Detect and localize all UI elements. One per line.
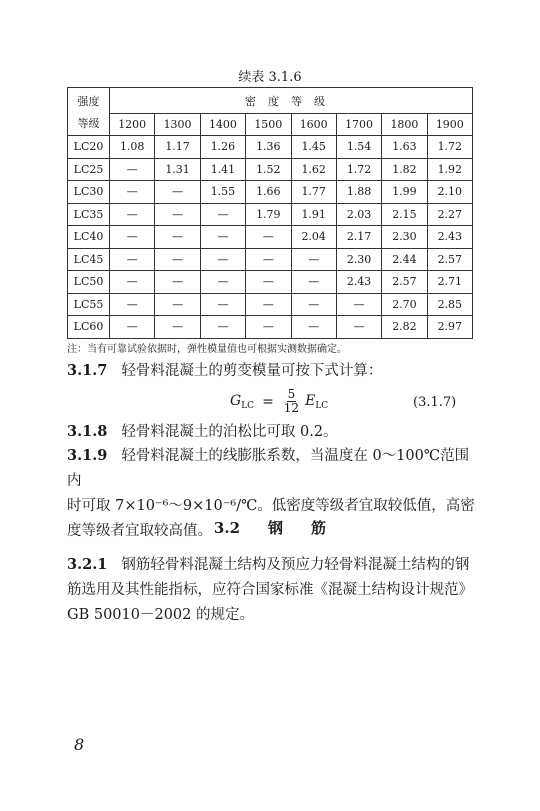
table-row xyxy=(68,136,473,159)
strength-grade-cell: LC35 xyxy=(68,203,110,226)
table-row xyxy=(68,271,473,294)
table-note: 注：当有可靠试验依据时，弹性模量值也可根据实测数据确定。 xyxy=(67,344,347,355)
density-level-header: 1700 xyxy=(336,114,381,136)
modulus-value-cell: — xyxy=(110,226,155,249)
modulus-value-cell: 1.88 xyxy=(336,181,381,204)
clause-text-line1: 轻骨料混凝土的线膨胀系数，当温度在 0～100℃范围内 xyxy=(67,448,470,489)
modulus-value-cell: 2.27 xyxy=(427,203,472,226)
modulus-value-cell: 2.04 xyxy=(291,226,336,249)
table-row xyxy=(68,248,473,271)
modulus-value-cell: 2.85 xyxy=(427,293,472,316)
clause-number: 3.1.9 xyxy=(67,447,108,464)
density-level-header: 1400 xyxy=(200,114,245,136)
formula-lhs: $G_{LC}$ xyxy=(230,392,255,411)
modulus-value-cell: — xyxy=(155,271,200,294)
modulus-value-cell: 1.72 xyxy=(336,158,381,181)
shear-modulus-formula xyxy=(230,388,328,415)
modulus-value-cell: — xyxy=(246,293,291,316)
modulus-value-cell: 2.03 xyxy=(336,203,381,226)
strength-grade-cell: LC50 xyxy=(68,271,110,294)
modulus-value-cell: 2.43 xyxy=(336,271,381,294)
modulus-value-cell: — xyxy=(291,316,336,339)
density-level-header: 1300 xyxy=(155,114,200,136)
modulus-value-cell: — xyxy=(110,271,155,294)
modulus-value-cell: — xyxy=(336,316,381,339)
modulus-value-cell: — xyxy=(110,248,155,271)
clause-3-1-7 xyxy=(67,358,479,384)
elastic-modulus-table xyxy=(67,87,473,339)
section-title-part2: 筋 xyxy=(311,519,327,537)
modulus-value-cell: — xyxy=(200,203,245,226)
clause-text: 轻骨料混凝土的剪变模量可按下式计算： xyxy=(121,363,383,379)
modulus-value-cell: 2.15 xyxy=(382,203,427,226)
modulus-value-cell: — xyxy=(155,293,200,316)
table-caption: 续表 3.1.6 xyxy=(238,70,302,85)
modulus-value-cell: 1.55 xyxy=(200,181,245,204)
modulus-value-cell: — xyxy=(110,203,155,226)
modulus-value-cell: — xyxy=(246,271,291,294)
page-number: 8 xyxy=(74,735,85,754)
section-number: 3.2 xyxy=(213,519,241,537)
modulus-value-cell: — xyxy=(110,293,155,316)
modulus-value-cell: 2.30 xyxy=(336,248,381,271)
modulus-value-cell: 1.26 xyxy=(200,136,245,159)
modulus-value-cell: 1.45 xyxy=(291,136,336,159)
modulus-value-cell: 2.57 xyxy=(382,271,427,294)
modulus-value-cell: 2.71 xyxy=(427,271,472,294)
modulus-value-cell: 1.36 xyxy=(246,136,291,159)
modulus-value-cell: 2.17 xyxy=(336,226,381,249)
clause-3-1-8 xyxy=(67,419,479,445)
clause-text-line2: 筋选用及其性能指标，应符合国家标准《混凝土结构设计规范》 xyxy=(67,582,473,598)
table-corner-header xyxy=(68,88,110,136)
density-level-header: 1600 xyxy=(291,114,336,136)
modulus-value-cell: — xyxy=(246,248,291,271)
table-row xyxy=(68,226,473,249)
modulus-value-cell: 2.57 xyxy=(427,248,472,271)
modulus-value-cell: 2.44 xyxy=(382,248,427,271)
density-level-header: 1500 xyxy=(246,114,291,136)
modulus-value-cell: 1.92 xyxy=(427,158,472,181)
clause-number: 3.2.1 xyxy=(67,556,108,573)
modulus-value-cell: — xyxy=(155,226,200,249)
modulus-value-cell: 1.17 xyxy=(155,136,200,159)
formula-fraction xyxy=(284,388,299,415)
strength-grade-cell: LC20 xyxy=(68,136,110,159)
clause-number: 3.1.7 xyxy=(67,362,108,379)
modulus-value-cell: 1.54 xyxy=(336,136,381,159)
modulus-value-cell: — xyxy=(200,271,245,294)
modulus-value-cell: — xyxy=(291,248,336,271)
modulus-value-cell: — xyxy=(155,316,200,339)
formula-equals: = xyxy=(262,393,274,410)
clause-text-line1: 钢筋轻骨料混凝土结构及预应力轻骨料混凝土结构的钢 xyxy=(121,557,470,573)
modulus-value-cell: — xyxy=(200,226,245,249)
density-level-header: 1800 xyxy=(382,114,427,136)
modulus-value-cell: 1.52 xyxy=(246,158,291,181)
modulus-value-cell: — xyxy=(200,293,245,316)
modulus-value-cell: — xyxy=(155,181,200,204)
clause-number: 3.1.8 xyxy=(67,423,108,440)
fraction-denominator: 12 xyxy=(283,401,300,415)
modulus-value-cell: — xyxy=(110,316,155,339)
table-body xyxy=(68,136,473,339)
table-row xyxy=(68,203,473,226)
modulus-value-cell: 1.41 xyxy=(200,158,245,181)
strength-grade-cell: LC45 xyxy=(68,248,110,271)
section-heading xyxy=(0,517,540,538)
modulus-value-cell: 1.31 xyxy=(155,158,200,181)
table-row xyxy=(68,158,473,181)
modulus-value-cell: 1.66 xyxy=(246,181,291,204)
modulus-value-cell: — xyxy=(110,158,155,181)
density-levels-row xyxy=(68,114,473,136)
modulus-value-cell: — xyxy=(246,226,291,249)
modulus-value-cell: 1.72 xyxy=(427,136,472,159)
strength-grade-cell: LC55 xyxy=(68,293,110,316)
density-level-header: 1900 xyxy=(427,114,472,136)
equation-number: (3.1.7) xyxy=(413,395,457,410)
strength-grade-cell: LC60 xyxy=(68,316,110,339)
modulus-value-cell: 1.08 xyxy=(110,136,155,159)
table-row xyxy=(68,293,473,316)
strength-grade-cell: LC30 xyxy=(68,181,110,204)
table-row xyxy=(68,316,473,339)
fraction-numerator: 5 xyxy=(287,387,296,401)
modulus-value-cell: 1.63 xyxy=(382,136,427,159)
modulus-value-cell: — xyxy=(110,181,155,204)
modulus-value-cell: 2.82 xyxy=(382,316,427,339)
strength-grade-cell: LC25 xyxy=(68,158,110,181)
modulus-value-cell: 1.91 xyxy=(291,203,336,226)
modulus-value-cell: 2.43 xyxy=(427,226,472,249)
modulus-value-cell: — xyxy=(155,248,200,271)
modulus-value-cell: 1.82 xyxy=(382,158,427,181)
modulus-value-cell: — xyxy=(155,203,200,226)
formula-rhs: $E_{LC}$ xyxy=(305,392,329,411)
modulus-value-cell: 1.77 xyxy=(291,181,336,204)
modulus-value-cell: 1.62 xyxy=(291,158,336,181)
clause-3-2-1 xyxy=(67,552,479,628)
clause-text: 轻骨料混凝土的泊松比可取 0.2。 xyxy=(121,424,338,440)
clause-text-line3: GB 50010－2002 的规定。 xyxy=(67,607,254,623)
density-grade-header: 密度等级 xyxy=(110,88,473,114)
modulus-value-cell: 2.97 xyxy=(427,316,472,339)
modulus-value-cell: — xyxy=(336,293,381,316)
modulus-value-cell: 1.99 xyxy=(382,181,427,204)
table-row xyxy=(68,181,473,204)
modulus-value-cell: — xyxy=(291,293,336,316)
section-title-part1: 钢 xyxy=(268,519,284,537)
modulus-value-cell: — xyxy=(246,316,291,339)
modulus-value-cell: — xyxy=(200,316,245,339)
clause-text-line3: 度等级者宜取较高值。 xyxy=(67,523,212,539)
corner-label-grade: 等级 xyxy=(77,116,100,130)
modulus-value-cell: — xyxy=(200,248,245,271)
modulus-value-cell: — xyxy=(291,271,336,294)
corner-label-strength: 强度 xyxy=(77,94,100,108)
modulus-value-cell: 1.79 xyxy=(246,203,291,226)
density-level-header: 1200 xyxy=(110,114,155,136)
strength-grade-cell: LC40 xyxy=(68,226,110,249)
modulus-value-cell: 2.10 xyxy=(427,181,472,204)
modulus-value-cell: 2.70 xyxy=(382,293,427,316)
modulus-value-cell: 2.30 xyxy=(382,226,427,249)
clause-text-line2: 时可取 7×10⁻⁶～9×10⁻⁶/℃。低密度等级者宜取较低值，高密 xyxy=(67,498,475,514)
